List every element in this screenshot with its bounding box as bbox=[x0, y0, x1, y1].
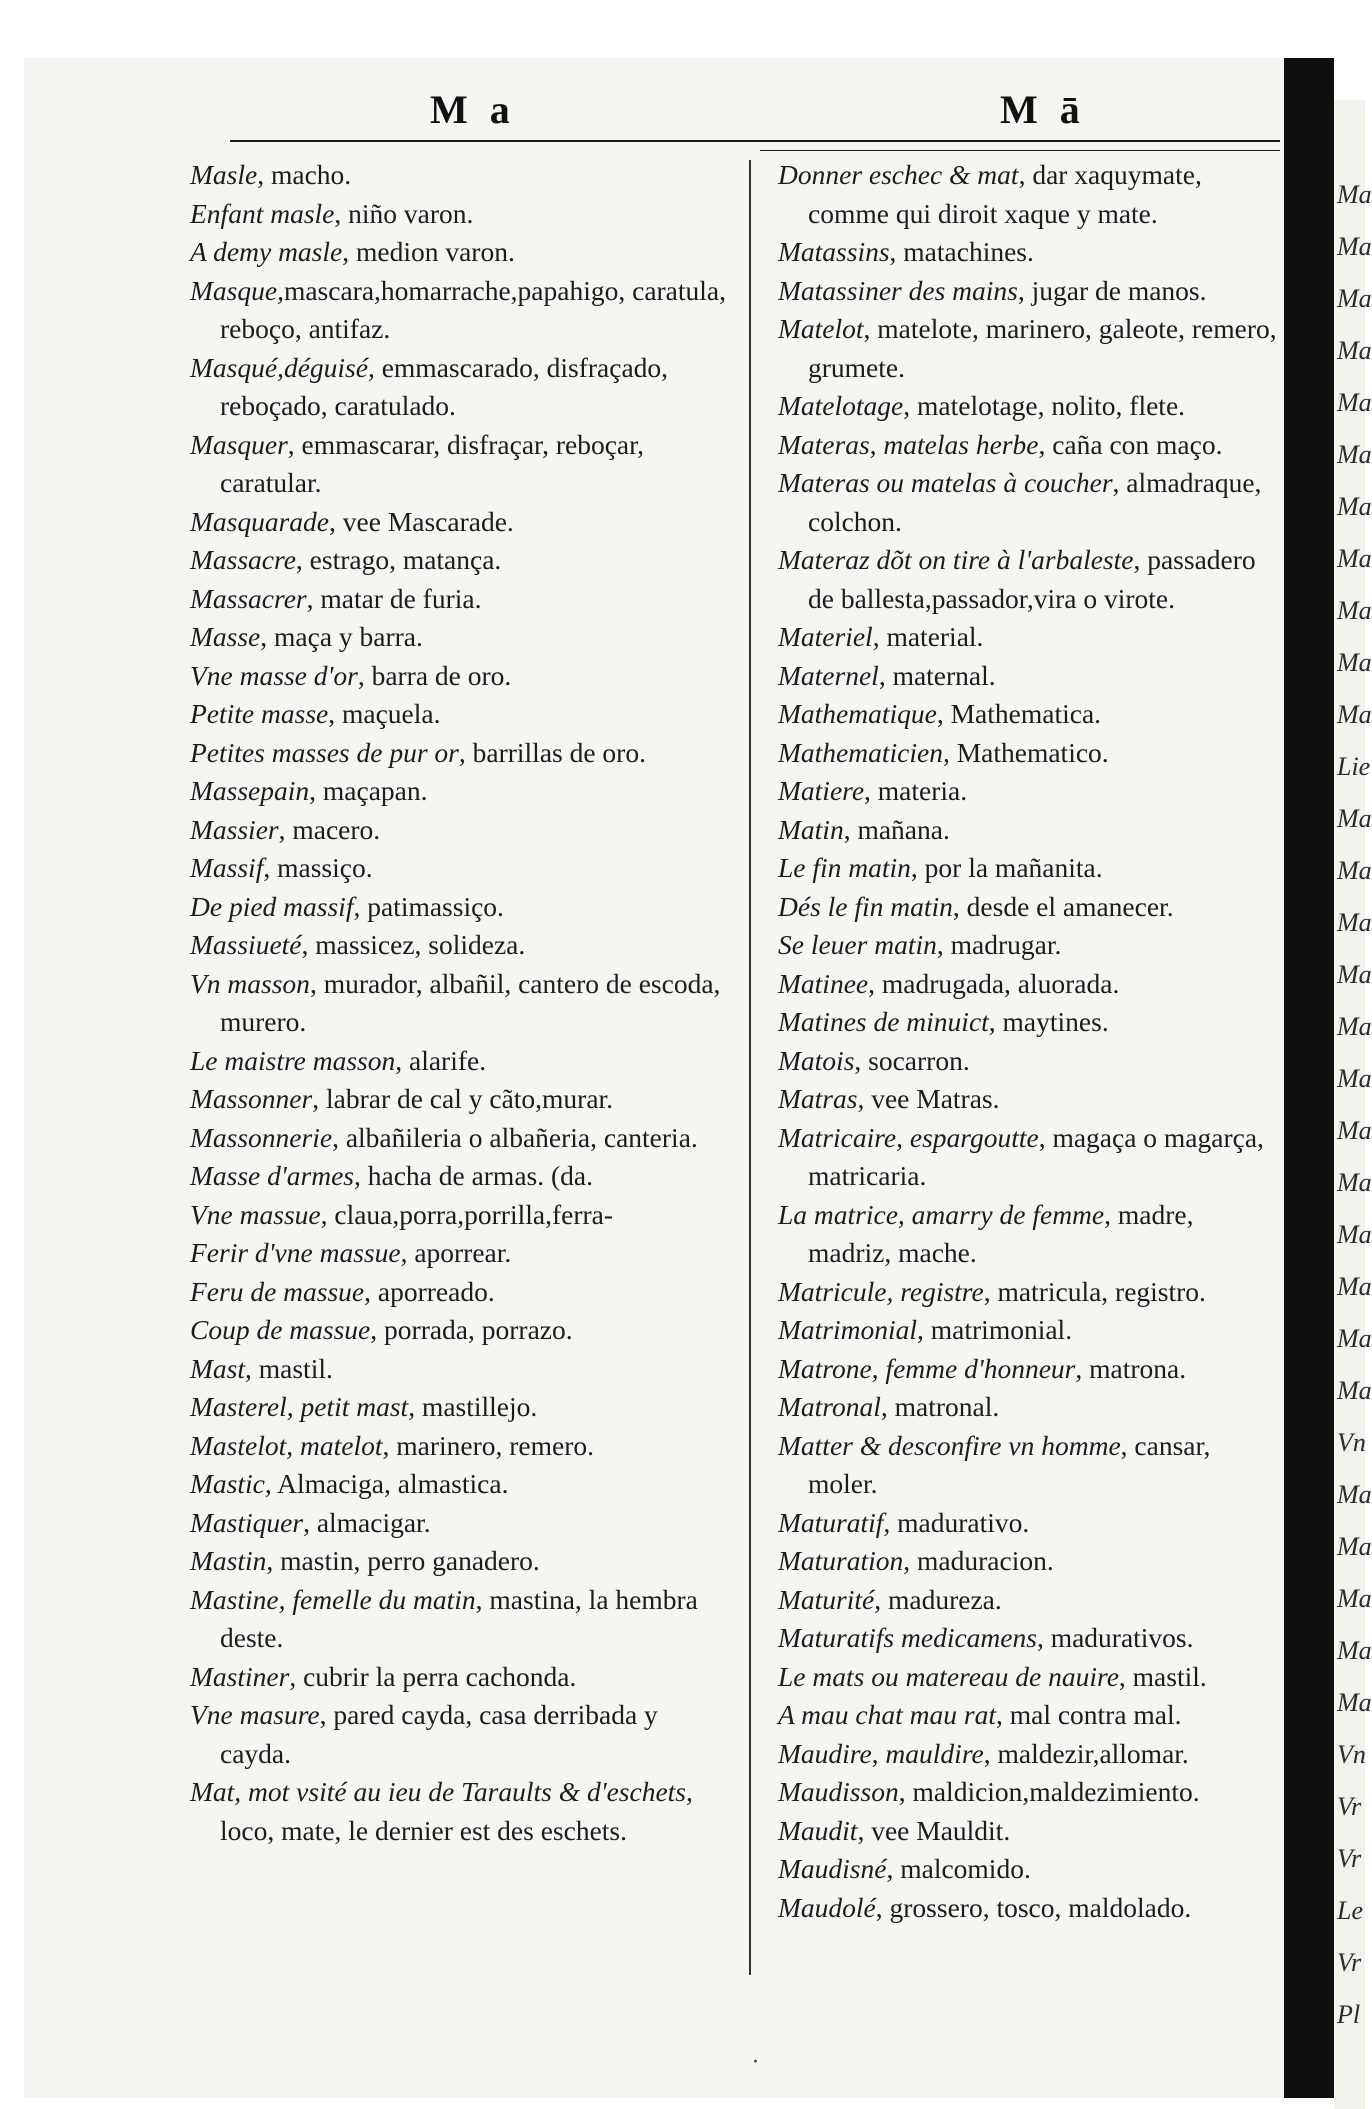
entry-headword: Le mats ou matereau de nauire bbox=[778, 1660, 1119, 1692]
entry-headword: Mathematicien bbox=[778, 736, 943, 768]
entry-translation: , maçuela. bbox=[328, 698, 441, 729]
dictionary-entry bbox=[778, 811, 1283, 850]
entry-headword: Mastelot, matelot bbox=[190, 1429, 383, 1461]
dictionary-entry bbox=[778, 156, 1283, 233]
dictionary-entry bbox=[778, 1003, 1283, 1042]
dictionary-entry bbox=[190, 695, 735, 734]
entry-translation: , aporrear. bbox=[400, 1237, 512, 1268]
dictionary-entry bbox=[190, 1157, 735, 1196]
entry-translation: , madre, madriz, mache. bbox=[808, 1198, 1194, 1268]
dictionary-entry bbox=[778, 1735, 1283, 1774]
entry-headword: Matelotage bbox=[778, 390, 904, 421]
dictionary-entry bbox=[778, 1619, 1283, 1658]
dictionary-entry bbox=[778, 1850, 1283, 1889]
entry-headword: Massepain bbox=[190, 775, 310, 806]
facing-page-fragment: Ma bbox=[1337, 388, 1372, 417]
dictionary-entry bbox=[778, 1196, 1283, 1273]
dictionary-entry bbox=[778, 310, 1283, 387]
facing-page-fragment: Ma bbox=[1337, 1012, 1372, 1041]
facing-page-fragment: Pl bbox=[1337, 2000, 1361, 2029]
entry-translation: , madurativos. bbox=[1036, 1622, 1194, 1653]
dictionary-entry bbox=[190, 811, 735, 850]
facing-page-fragment: Ma bbox=[1337, 492, 1372, 521]
entry-headword: Massiueté bbox=[190, 929, 302, 960]
dictionary-entry bbox=[778, 1504, 1283, 1543]
entry-translation: , madurativo. bbox=[883, 1506, 1030, 1538]
dictionary-entry bbox=[778, 1581, 1283, 1620]
entry-translation: , macero. bbox=[278, 813, 381, 845]
dictionary-entry bbox=[778, 426, 1283, 465]
dictionary-entry bbox=[778, 1311, 1283, 1350]
header-rule bbox=[230, 140, 1280, 142]
entry-headword: Coup de massue bbox=[190, 1314, 371, 1345]
entry-translation: , magaça o magarça, matricaria. bbox=[808, 1121, 1264, 1191]
entry-headword: Massacre bbox=[190, 544, 296, 575]
entry-translation: , Mathematico. bbox=[942, 736, 1109, 768]
entry-translation: , matelote, marinero, galeote, remero, grumete. bbox=[808, 313, 1277, 383]
entry-headword: Mat, mot vsité au ieu de Taraults & d'eschets bbox=[190, 1776, 687, 1807]
dictionary-entry bbox=[190, 618, 735, 657]
entry-translation: , vee Mauldit. bbox=[857, 1814, 1011, 1846]
entry-translation: , mastina, la hembra deste. bbox=[220, 1583, 698, 1653]
facing-page-fragment: Vr bbox=[1337, 1792, 1362, 1821]
dictionary-entry bbox=[190, 1658, 735, 1697]
entry-translation: , por la mañanita. bbox=[910, 852, 1103, 883]
entry-translation: , jugar de manos. bbox=[1017, 274, 1207, 306]
running-head-left: M a bbox=[430, 87, 516, 132]
facing-page-fragment: Ma bbox=[1337, 1324, 1372, 1353]
entry-headword: Masterel, petit mast bbox=[190, 1391, 409, 1422]
dictionary-entry bbox=[778, 772, 1283, 811]
dictionary-entry bbox=[778, 387, 1283, 426]
dictionary-entry bbox=[778, 1080, 1283, 1119]
entry-translation: , Mathematica. bbox=[936, 698, 1102, 729]
entry-headword: La matrice, amarry de femme bbox=[778, 1198, 1105, 1230]
entry-translation: , matricula, registro. bbox=[983, 1275, 1206, 1307]
entry-headword: A demy masle bbox=[190, 236, 343, 267]
facing-page-fragment: Ma bbox=[1337, 1168, 1372, 1197]
entry-translation: , caña con maço. bbox=[1038, 428, 1223, 460]
entry-headword: Maudire, mauldire bbox=[778, 1737, 984, 1769]
entry-translation: , barrillas de oro. bbox=[458, 736, 646, 768]
entry-translation: mascara,homarrache,papahigo, caratula, reboço, antifaz. bbox=[220, 274, 726, 344]
dictionary-entry bbox=[778, 1542, 1283, 1581]
entry-translation: , massicez, solideza. bbox=[301, 929, 526, 960]
dictionary-entry bbox=[778, 657, 1283, 696]
entry-headword: Matassiner des mains bbox=[778, 274, 1018, 306]
entry-headword: Masquarade bbox=[190, 505, 330, 537]
facing-page-fragment: Le bbox=[1337, 1896, 1363, 1925]
entry-headword: Matronal bbox=[778, 1391, 881, 1422]
entry-translation: , maçapan. bbox=[309, 775, 428, 806]
entry-headword: A mau chat mau rat bbox=[778, 1699, 996, 1730]
entry-translation: , maça y barra. bbox=[260, 621, 423, 652]
right-column bbox=[778, 156, 1283, 1927]
dictionary-entry bbox=[190, 1427, 735, 1466]
entry-headword: Maudisson bbox=[778, 1776, 899, 1807]
dictionary-entry bbox=[190, 1542, 735, 1581]
dictionary-entry bbox=[778, 541, 1283, 618]
entry-translation: , madrugada, aluorada. bbox=[868, 967, 1120, 999]
facing-page-fragment: Ma bbox=[1337, 1220, 1372, 1249]
entry-headword: Massier bbox=[190, 813, 279, 845]
dictionary-entry bbox=[190, 1388, 735, 1427]
entry-translation: , maduracion. bbox=[903, 1545, 1054, 1576]
entry-headword: Mathematique bbox=[778, 698, 937, 729]
facing-page-fragment: Ma bbox=[1337, 596, 1372, 625]
entry-headword: Masse bbox=[190, 621, 261, 652]
entry-headword: Materiel bbox=[778, 621, 873, 652]
dictionary-entry bbox=[778, 1658, 1283, 1697]
facing-page-fragment: Ma bbox=[1337, 1376, 1372, 1405]
entry-translation: emmascarado, disfraçado, reboçado, caratulado. bbox=[220, 351, 669, 421]
dictionary-entry bbox=[778, 1042, 1283, 1081]
entry-headword: Massif bbox=[190, 852, 264, 883]
dictionary-entry bbox=[190, 580, 735, 619]
entry-translation: , emmascarar, disfraçar, reboçar, caratular. bbox=[220, 428, 645, 498]
entry-translation: , maternal. bbox=[878, 659, 996, 691]
dictionary-entry bbox=[190, 657, 735, 696]
entry-translation: , mastillejo. bbox=[408, 1391, 538, 1422]
dictionary-entry bbox=[190, 1234, 735, 1273]
dictionary-entry bbox=[190, 1311, 735, 1350]
facing-page-fragment: Ma bbox=[1337, 856, 1372, 885]
entry-headword: Matin bbox=[778, 813, 844, 845]
entry-translation: , madureza. bbox=[874, 1583, 1002, 1615]
entry-translation: , mal contra mal. bbox=[995, 1699, 1182, 1730]
entry-headword: Maternel bbox=[778, 659, 879, 691]
dictionary-entry bbox=[190, 503, 735, 542]
dictionary-entry bbox=[778, 926, 1283, 965]
facing-page-edge bbox=[1334, 100, 1372, 2109]
facing-page-fragment: Ma bbox=[1337, 1688, 1372, 1717]
entry-headword: Petite masse bbox=[190, 698, 329, 729]
dictionary-entry bbox=[190, 926, 735, 965]
entry-headword: Matines de minuict bbox=[778, 1006, 989, 1037]
facing-page-fragment: Ma bbox=[1337, 1480, 1372, 1509]
dictionary-entry bbox=[190, 233, 735, 272]
entry-translation: , malcomido. bbox=[886, 1853, 1031, 1884]
dictionary-entry bbox=[190, 195, 735, 234]
entry-translation: , barra de oro. bbox=[357, 659, 512, 691]
dictionary-entry bbox=[190, 1773, 735, 1850]
facing-page-fragment: Ma bbox=[1337, 648, 1372, 677]
entry-translation: , vee Matras. bbox=[857, 1083, 1000, 1114]
column-divider bbox=[749, 160, 751, 1975]
dictionary-entry bbox=[778, 849, 1283, 888]
facing-page-fragment: Ma bbox=[1337, 1272, 1372, 1301]
dictionary-entry bbox=[778, 1696, 1283, 1735]
entry-headword: Mastic bbox=[190, 1468, 265, 1499]
entry-headword: Massonner bbox=[190, 1083, 313, 1114]
facing-page-fragment: Ma bbox=[1337, 180, 1372, 209]
dictionary-entry bbox=[190, 426, 735, 503]
facing-page-fragment: Ma bbox=[1337, 804, 1372, 833]
entry-translation: , pared cayda, casa derribada y cayda. bbox=[220, 1699, 658, 1769]
entry-translation: , niño varon. bbox=[334, 197, 474, 229]
entry-translation: , macho. bbox=[257, 159, 352, 190]
entry-headword: Vne masure bbox=[190, 1699, 320, 1730]
dictionary-entry bbox=[778, 734, 1283, 773]
dictionary-entry bbox=[190, 888, 735, 927]
entry-translation: , materia. bbox=[864, 775, 968, 806]
ink-speck: · bbox=[752, 2050, 759, 2075]
entry-headword: Dés le fin matin bbox=[778, 890, 953, 922]
entry-translation: , maldezir,allomar. bbox=[983, 1737, 1189, 1769]
entry-headword: Matois bbox=[778, 1044, 855, 1076]
dictionary-entry bbox=[190, 1119, 735, 1158]
entry-translation: claua,porra,porrilla,ferra- bbox=[327, 1198, 613, 1230]
entry-headword: Masquer bbox=[190, 428, 288, 460]
entry-translation: , cansar, moler. bbox=[808, 1429, 1211, 1499]
facing-page-fragment: Ma bbox=[1337, 284, 1372, 313]
entry-headword: Vne masse d'or bbox=[190, 659, 358, 691]
entry-translation: , alarife. bbox=[395, 1044, 487, 1076]
entry-headword: Matras bbox=[778, 1083, 858, 1114]
entry-translation: , material. bbox=[872, 621, 984, 652]
entry-headword: Donner eschec & mat bbox=[778, 159, 1019, 190]
dictionary-entry bbox=[190, 541, 735, 580]
entry-headword: Materaz dõt on tire à l'arbaleste bbox=[778, 544, 1134, 575]
facing-page-fragment: Vn bbox=[1337, 1428, 1366, 1457]
dictionary-entry bbox=[778, 888, 1283, 927]
entry-translation: , matronal. bbox=[880, 1391, 1000, 1422]
entry-headword: Massonnerie bbox=[190, 1121, 333, 1153]
entry-headword: Matricule, registre bbox=[778, 1275, 984, 1307]
dictionary-entry bbox=[778, 272, 1283, 311]
dictionary-entry bbox=[778, 1427, 1283, 1504]
dictionary-entry bbox=[778, 1350, 1283, 1389]
entry-translation: , medion varon. bbox=[342, 236, 515, 267]
entry-headword: Matiere bbox=[778, 775, 865, 806]
dictionary-entry bbox=[778, 965, 1283, 1004]
entry-headword: Mastiquer bbox=[190, 1506, 304, 1538]
entry-headword: Maturatif bbox=[778, 1506, 884, 1538]
dictionary-entry bbox=[190, 1696, 735, 1773]
facing-page-fragment: Ma bbox=[1337, 440, 1372, 469]
entry-headword: Matter & desconfire vn homme bbox=[778, 1429, 1121, 1461]
entry-translation: , dar xaquymate, comme qui diroit xaque y mate. bbox=[808, 159, 1202, 229]
entry-translation: , mastil. bbox=[1118, 1660, 1207, 1692]
entry-headword: Matassins bbox=[778, 236, 890, 267]
dictionary-entry bbox=[778, 1812, 1283, 1851]
facing-page-fragment: Ma bbox=[1337, 1064, 1372, 1093]
facing-page-fragment: Ma bbox=[1337, 1584, 1372, 1613]
dictionary-entry bbox=[190, 1465, 735, 1504]
entry-headword: Massacrer bbox=[190, 582, 307, 614]
dictionary-entry bbox=[190, 1042, 735, 1081]
entry-headword: Masque, bbox=[190, 274, 284, 306]
dictionary-entry bbox=[190, 1504, 735, 1543]
page-gutter-shadow bbox=[1284, 58, 1334, 2098]
facing-page-fragment: Ma bbox=[1337, 700, 1372, 729]
entry-headword: Mast bbox=[190, 1352, 245, 1384]
entry-translation: , Almaciga, almastica. bbox=[264, 1468, 509, 1499]
entry-headword: Mastin bbox=[190, 1545, 267, 1576]
facing-page-fragment: Vr bbox=[1337, 1948, 1362, 1977]
entry-translation: , murador, albañil, cantero de escoda, murero. bbox=[220, 967, 721, 1037]
dictionary-entry bbox=[190, 772, 735, 811]
dictionary-entry bbox=[190, 965, 735, 1042]
entry-headword: Maturité bbox=[778, 1583, 875, 1615]
dictionary-entry bbox=[190, 1196, 735, 1235]
entry-translation: , matachines. bbox=[889, 236, 1034, 267]
dictionary-entry bbox=[778, 233, 1283, 272]
entry-headword: Maudisné bbox=[778, 1853, 887, 1884]
entry-translation: , estrago, matança. bbox=[295, 544, 502, 575]
facing-page-fragment: Ma bbox=[1337, 1116, 1372, 1145]
entry-translation: , maldicion,maldezimiento. bbox=[898, 1776, 1200, 1807]
entry-headword: Maturatifs medicamens bbox=[778, 1622, 1037, 1653]
dictionary-entry bbox=[778, 1273, 1283, 1312]
facing-page-fragment: Ma bbox=[1337, 232, 1372, 261]
entry-translation: , madrugar. bbox=[936, 929, 1062, 960]
dictionary-entry bbox=[190, 156, 735, 195]
dictionary-entry bbox=[190, 272, 735, 349]
dictionary-entry bbox=[190, 1581, 735, 1658]
entry-headword: Ferir d'vne massue bbox=[190, 1237, 401, 1268]
entry-headword: Vn masson bbox=[190, 967, 310, 999]
dictionary-entry bbox=[190, 1350, 735, 1389]
entry-translation: , matar de furia. bbox=[306, 582, 482, 614]
facing-page-fragment: Ma bbox=[1337, 1636, 1372, 1665]
entry-translation: , grossero, tosco, maldolado. bbox=[875, 1891, 1192, 1923]
entry-headword: Vne massue, bbox=[190, 1198, 328, 1230]
entry-headword: Maudolé bbox=[778, 1891, 876, 1923]
entry-translation: , cubrir la perra cachonda. bbox=[289, 1660, 577, 1692]
dictionary-entry bbox=[190, 1273, 735, 1312]
entry-translation: , almadraque, colchon. bbox=[808, 467, 1262, 537]
entry-translation: , patimassiço. bbox=[353, 890, 504, 922]
entry-translation: , mastin, perro ganadero. bbox=[266, 1545, 540, 1576]
entry-translation: , mañana. bbox=[843, 813, 950, 845]
entry-translation: , porrada, porrazo. bbox=[370, 1314, 573, 1345]
entry-headword: Masse d'armes bbox=[190, 1160, 354, 1191]
entry-headword: Materas ou matelas à coucher bbox=[778, 467, 1113, 498]
dictionary-entry bbox=[778, 464, 1283, 541]
dictionary-entry bbox=[190, 1080, 735, 1119]
dictionary-entry bbox=[190, 349, 735, 426]
entry-headword: Le maistre masson bbox=[190, 1044, 396, 1076]
entry-translation: , massiço. bbox=[263, 852, 373, 883]
entry-translation: , hacha de armas. (da. bbox=[354, 1160, 593, 1191]
facing-page-fragment: Vn bbox=[1337, 1740, 1366, 1769]
entry-translation: , aporreado. bbox=[364, 1275, 495, 1307]
dictionary-entry bbox=[190, 849, 735, 888]
dictionary-entry bbox=[778, 1773, 1283, 1812]
left-column bbox=[190, 156, 735, 1850]
entry-headword: Masqué,déguisé, bbox=[190, 351, 375, 383]
entry-headword: Mastiner bbox=[190, 1660, 290, 1692]
entry-translation: , passadero de ballesta,passador,vira o virote. bbox=[808, 544, 1256, 614]
facing-page-fragment: Ma bbox=[1337, 960, 1372, 989]
entry-headword: De pied massif bbox=[190, 890, 354, 922]
entry-headword: Masle bbox=[190, 159, 258, 190]
dictionary-entry bbox=[778, 695, 1283, 734]
facing-page-fragment: Ma bbox=[1337, 336, 1372, 365]
entry-translation: , matrona. bbox=[1075, 1352, 1187, 1384]
facing-page-fragment: Ma bbox=[1337, 544, 1372, 573]
entry-translation: , vee Mascarade. bbox=[329, 505, 514, 537]
dictionary-entry bbox=[778, 1119, 1283, 1196]
entry-translation: , almacigar. bbox=[303, 1506, 431, 1538]
entry-headword: Matinee bbox=[778, 967, 869, 999]
entry-headword: Mastine, femelle du matin bbox=[190, 1583, 476, 1615]
entry-headword: Maturation bbox=[778, 1545, 904, 1576]
running-head-right: M ā bbox=[1000, 87, 1086, 132]
facing-page-fragment: Lie bbox=[1337, 752, 1371, 781]
dictionary-entry bbox=[778, 618, 1283, 657]
facing-page-fragment: Ma bbox=[1337, 1532, 1372, 1561]
header-rule-right bbox=[760, 150, 1280, 151]
entry-translation: , loco, mate, le dernier est des eschets. bbox=[220, 1776, 693, 1846]
entry-headword: Matrone, femme d'honneur bbox=[778, 1352, 1076, 1384]
entry-headword: Le fin matin bbox=[778, 852, 911, 883]
dictionary-entry bbox=[778, 1889, 1283, 1928]
entry-translation: , mastil. bbox=[245, 1352, 333, 1384]
entry-translation: , labrar de cal y cãto,murar. bbox=[312, 1083, 614, 1114]
entry-headword: Se leuer matin bbox=[778, 929, 937, 960]
facing-page-fragment: Ma bbox=[1337, 908, 1372, 937]
entry-headword: Matricaire, espargoutte bbox=[778, 1121, 1039, 1153]
entry-headword: Petites masses de pur or bbox=[190, 736, 459, 768]
facing-page-fragment: Vr bbox=[1337, 1844, 1362, 1873]
entry-headword: Materas, matelas herbe bbox=[778, 428, 1039, 460]
entry-headword: Matrimonial bbox=[778, 1314, 918, 1345]
entry-translation: , desde el amanecer. bbox=[952, 890, 1174, 922]
entry-translation: , albañileria o albañeria, canteria. bbox=[332, 1121, 698, 1153]
entry-translation: , matelotage, nolito, flete. bbox=[903, 390, 1186, 421]
entry-translation: , matrimonial. bbox=[917, 1314, 1073, 1345]
entry-headword: Matelot bbox=[778, 313, 864, 344]
entry-translation: , maytines. bbox=[988, 1006, 1109, 1037]
entry-translation: , socarron. bbox=[854, 1044, 970, 1076]
entry-headword: Feru de massue bbox=[190, 1275, 365, 1307]
entry-headword: Maudit bbox=[778, 1814, 858, 1846]
entry-headword: Enfant masle bbox=[190, 197, 335, 229]
dictionary-entry bbox=[190, 734, 735, 773]
dictionary-entry bbox=[778, 1388, 1283, 1427]
entry-translation: , marinero, remero. bbox=[382, 1429, 594, 1461]
